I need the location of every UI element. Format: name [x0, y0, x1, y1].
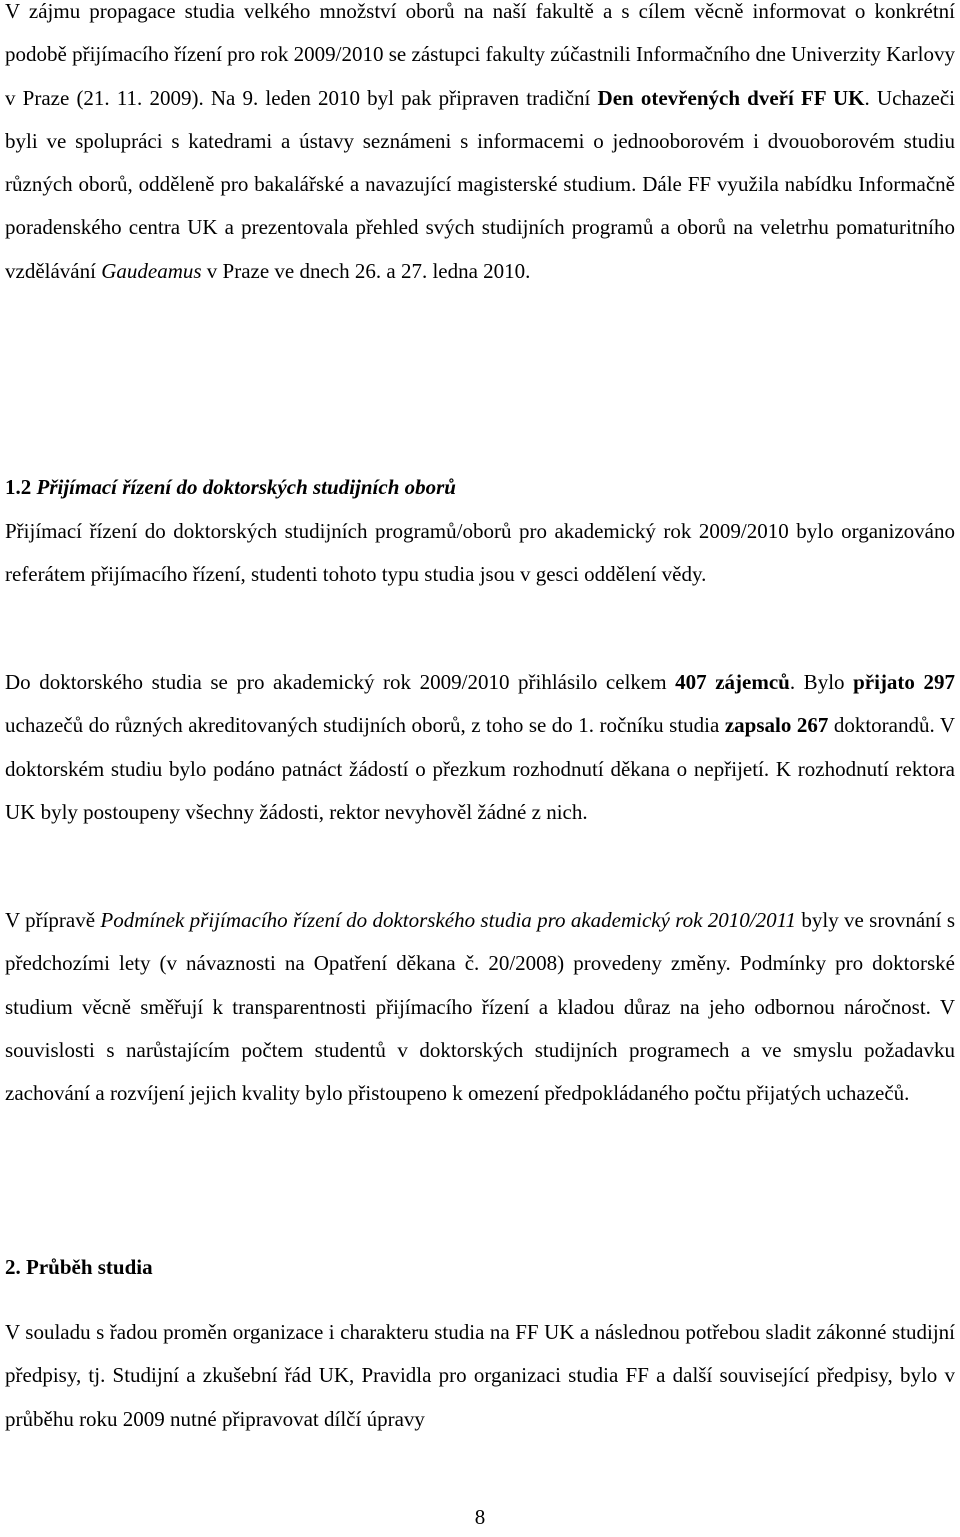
applicants-count-bold: 407 zájemců	[675, 670, 790, 694]
paragraph-doctoral-stats	[5, 661, 955, 834]
section-title: Přijímací řízení do doktorských studijních oborů	[36, 475, 456, 499]
conditions-title-italic: Podmínek přijímacího řízení do doktorského studia pro akademický rok 2010/2011	[100, 908, 797, 932]
fair-name-italic: Gaudeamus	[101, 258, 202, 283]
enrolled-count-bold: zapsalo 267	[724, 713, 829, 738]
paragraph-doctoral-admission: Přijímací řízení do doktorských studijních programů/oborů pro akademický rok 2009/2010 bylo organizováno referátem přijímacího řízení, studenti tohoto typu studia jsou v gesci oddělení vědy.	[5, 519, 955, 587]
paragraph-text: V zájmu propagace studia velkého množství oborů na naší fakultě a s cílem věcně informovat o konkrétní podobě přijímacího řízení pro rok 2009/2010 se zástupci fakulty zúčastnili Informačního dne Univerzity Karlovy v Praze (21. 11. 2009). Na 9. leden 2010 byl pak připraven tradiční	[5, 0, 955, 110]
event-name-bold: Den otevřených dveří FF UK	[597, 85, 865, 110]
paragraph-text: byly ve srovnání s předchozími lety (v návaznosti na Opatření děkana č. 20/2008) provedeny změny. Podmínky pro doktorské studium věcně směřují k transparentnosti přijímacího řízení a kladou důraz na jeho odbornou náročnost. V souvislosti s narůstajícím počtem studentů v doktorských studijních programech a ve smyslu požadavku zachování a rozvíjení jejich kvality bylo přistoupeno k omezení předpokládaného počtu přijatých uchazečů.	[5, 908, 955, 1106]
paragraph-propagation	[5, 0, 955, 293]
paragraph-text: . Bylo	[789, 670, 854, 694]
section-heading-2: 2. Průběh studia	[5, 1255, 153, 1279]
section-heading-1-2	[5, 466, 456, 509]
paragraph-text: uchazečů do různých akreditovaných studijních oborů, z toho se do 1. ročníku studia	[5, 713, 725, 738]
paragraph-text: doktorandů. V doktorském studiu bylo podáno patnáct žádostí o přezkum rozhodnutí děkana o nepřijetí. K rozhodnutí rektora UK byly postoupeny všechny žádosti, rektor nevyhověl žádné z nich.	[5, 713, 955, 824]
paragraph-study-regulations: V souladu s řadou proměn organizace i charakteru studia na FF UK a následnou potřebou sladit zákonné studijní předpisy, tj. Studijní a zkušební řád UK, Pravidla pro organizaci studia FF a další související předpisy, bylo v průběhu roku 2009 nutné připravovat dílčí úpravy	[5, 1320, 955, 1431]
page-number: 8	[474, 1505, 486, 1529]
paragraph-conditions	[5, 899, 955, 1115]
admitted-count-bold: přijato 297	[853, 670, 956, 694]
paragraph-text: v Praze ve dnech 26. a 27. ledna 2010.	[201, 258, 531, 283]
paragraph-text: Do doktorského studia se pro akademický rok 2009/2010 přihlásilo celkem	[5, 670, 676, 694]
paragraph-text: . Uchazeči byli ve spolupráci s katedrami a ústavy seznámeni s informacemi o jednooborovém i dvouoborovém studiu různých oborů, odděleně pro bakalářské a navazující magisterské studium. Dále FF využila nabídku Informačně poradenského centra UK a prezentovala přehled svých studijních programů a oborů na veletrhu pomaturitního vzdělávání	[5, 85, 956, 283]
paragraph-text: V přípravě	[5, 908, 101, 932]
section-number: 1.2	[5, 475, 37, 499]
